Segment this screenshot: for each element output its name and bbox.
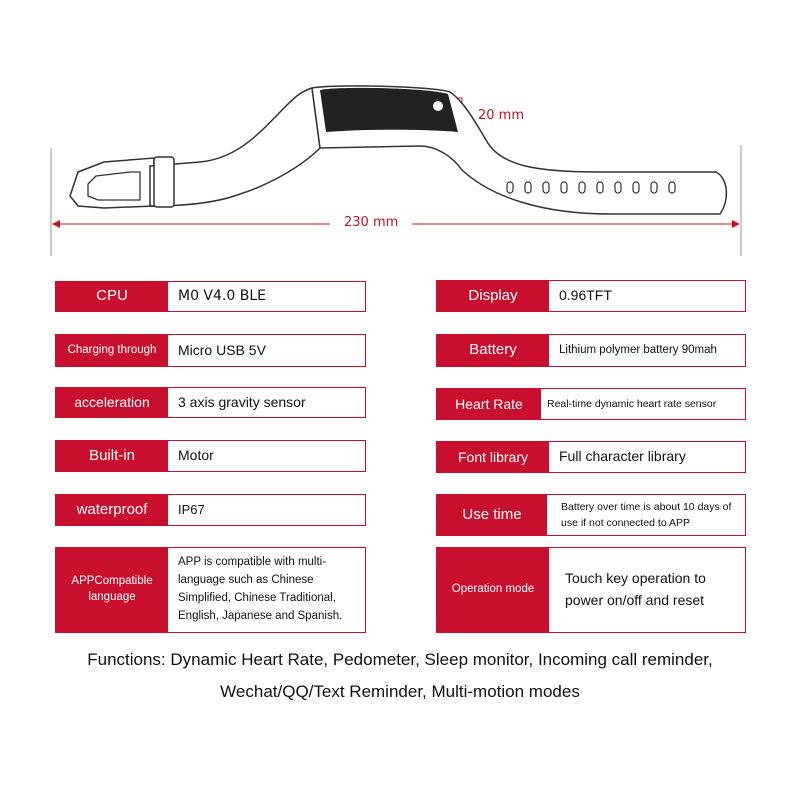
spec-value-heart-rate: Real-time dynamic heart rate sensor <box>547 397 717 410</box>
spec-label-heart-rate: Heart Rate <box>437 389 541 419</box>
spec-value-font-library: Full character library <box>559 448 686 465</box>
band-width-label: 20 mm <box>478 108 525 123</box>
spec-label-font-library: Font library <box>437 442 549 472</box>
spec-value-operation-mode: Touch key operation to power on/off and reset <box>565 570 706 608</box>
spec-row-font-library <box>436 441 746 473</box>
spec-row-display <box>436 280 746 312</box>
arrow-right-icon <box>732 220 740 228</box>
spec-value-cpu: M0 V4.0 BLE <box>178 287 266 304</box>
smart-band-illustration <box>0 0 800 260</box>
spec-row-acceleration <box>55 387 366 418</box>
spec-value-use-time: Battery over time is about 10 days of use if not connected to APP <box>561 500 732 529</box>
spec-row-charging <box>55 334 366 367</box>
spec-row-use-time <box>436 494 746 536</box>
spec-row-heart-rate <box>436 388 746 420</box>
spec-label-acceleration: acceleration <box>56 388 168 417</box>
spec-label-cpu: CPU <box>56 282 168 311</box>
spec-value-charging: Micro USB 5V <box>178 341 266 358</box>
spec-value-display: 0.96TFT <box>559 287 612 304</box>
spec-label-use-time: Use time <box>437 495 547 535</box>
spec-label-battery: Battery <box>437 335 549 366</box>
spec-label-charging: Charging through <box>56 335 168 366</box>
spec-row-waterproof <box>55 494 366 526</box>
functions-line-2: Wechat/QQ/Text Reminder, Multi-motion modes <box>220 682 580 701</box>
spec-row-builtin <box>55 440 366 472</box>
band-length-label: 230 mm <box>344 215 399 230</box>
spec-value-battery: Lithium polymer battery 90mah <box>559 343 717 356</box>
spec-label-operation-mode: Operation mode <box>437 548 549 632</box>
spec-value-acceleration: 3 axis gravity sensor <box>178 393 306 410</box>
spec-row-cpu <box>55 281 366 312</box>
arrow-left-icon <box>52 220 60 228</box>
spec-row-app-language <box>55 547 366 633</box>
strap-left <box>150 88 320 206</box>
touch-key-icon <box>432 100 444 112</box>
spec-row-operation-mode <box>436 547 746 633</box>
spec-row-battery <box>436 334 746 367</box>
spec-value-builtin: Motor <box>178 447 214 464</box>
spec-label-display: Display <box>437 281 549 311</box>
functions-line-1: Functions: Dynamic Heart Rate, Pedometer, Sleep monitor, Incoming call reminder, <box>87 650 713 669</box>
strap-keeper <box>154 157 174 207</box>
spec-value-app-language: APP is compatible with multi-language such as Chinese Simplified, Chinese Traditional, English, Japanese and Spanish. <box>178 556 343 622</box>
spec-label-app-language: APPCompatible language <box>56 548 168 632</box>
spec-value-waterproof: IP67 <box>178 501 205 517</box>
spec-label-builtin: Built-in <box>56 441 168 471</box>
spec-label-waterproof: waterproof <box>56 495 168 525</box>
